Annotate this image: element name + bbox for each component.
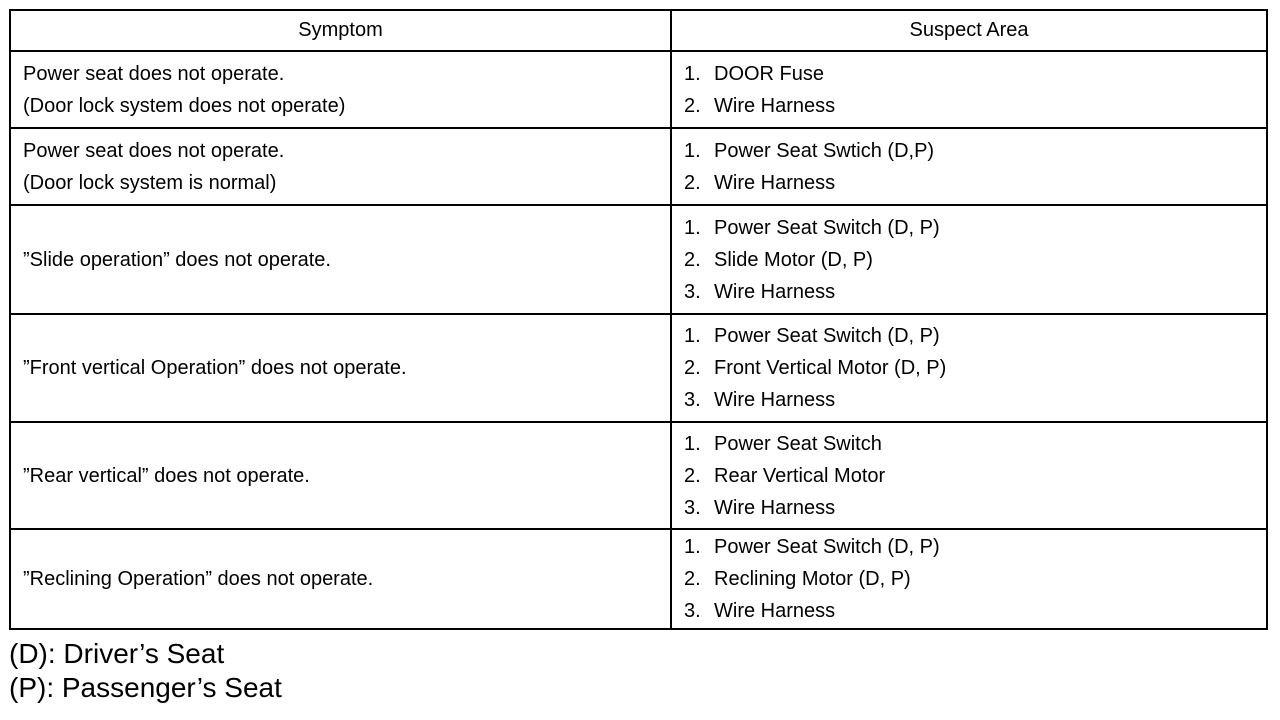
symptom-cell xyxy=(11,129,672,204)
suspect-cell xyxy=(672,530,1266,628)
symptom-line: Power seat does not operate. xyxy=(23,62,285,85)
suspect-number: 2. xyxy=(684,568,701,590)
suspect-item xyxy=(684,167,934,199)
symptom-text xyxy=(23,563,373,595)
table-row xyxy=(11,52,1266,129)
suspect-number: 1. xyxy=(684,536,701,558)
suspect-item xyxy=(684,135,934,167)
table-header-row xyxy=(11,11,1266,52)
table-row xyxy=(11,423,1266,530)
suspect-text: Power Seat Switch xyxy=(714,432,882,455)
suspect-item xyxy=(684,58,835,90)
symptom-cell xyxy=(11,423,672,528)
suspect-item xyxy=(684,320,946,352)
header-suspect-area xyxy=(672,11,1266,50)
suspect-item xyxy=(684,492,885,524)
suspect-number: 2. xyxy=(684,171,701,194)
symptom-text xyxy=(23,352,407,384)
symptom-cell xyxy=(11,52,672,127)
suspect-text: Wire Harness xyxy=(714,389,836,411)
suspect-item xyxy=(684,90,835,122)
symptom-text xyxy=(23,58,345,122)
suspect-number: 2. xyxy=(684,357,701,379)
suspect-number: 3. xyxy=(684,496,701,519)
suspect-cell xyxy=(672,315,1266,421)
suspect-number: 1. xyxy=(684,216,701,239)
suspect-text: DOOR Fuse xyxy=(714,62,825,85)
suspect-item xyxy=(684,531,940,563)
suspect-cell xyxy=(672,129,1266,204)
suspect-number: 1. xyxy=(684,139,701,162)
suspect-text: Power Seat Swtich (D,P) xyxy=(714,139,935,162)
symptom-text xyxy=(23,460,310,492)
suspect-item xyxy=(684,352,946,384)
suspect-text: Wire Harness xyxy=(714,94,836,117)
header-symptom-label: Symptom xyxy=(298,19,383,41)
suspect-text: Power Seat Switch (D, P) xyxy=(714,325,940,347)
symptom-line: ”Front vertical Operation” does not operate. xyxy=(23,357,407,379)
suspect-list xyxy=(684,212,940,308)
suspect-cell xyxy=(672,423,1266,528)
table-row xyxy=(11,315,1266,423)
suspect-list xyxy=(684,428,885,524)
suspect-item xyxy=(684,276,940,308)
suspect-text: Wire Harness xyxy=(714,600,836,622)
suspect-item xyxy=(684,428,885,460)
suspect-item xyxy=(684,244,940,276)
symptom-table xyxy=(9,9,1268,630)
suspect-list xyxy=(684,58,835,122)
suspect-text: Wire Harness xyxy=(714,280,836,303)
suspect-number: 2. xyxy=(684,248,701,271)
suspect-number: 3. xyxy=(684,600,701,622)
table-row xyxy=(11,530,1266,628)
symptom-line: Power seat does not operate. xyxy=(23,139,285,162)
header-symptom xyxy=(11,11,672,50)
suspect-text: Reclining Motor (D, P) xyxy=(714,568,911,590)
suspect-text: Power Seat Switch (D, P) xyxy=(714,536,940,558)
suspect-item xyxy=(684,563,940,595)
suspect-list xyxy=(684,135,934,199)
suspect-number: 2. xyxy=(684,464,701,487)
symptom-line: ”Reclining Operation” does not operate. xyxy=(23,568,374,590)
suspect-text: Slide Motor (D, P) xyxy=(714,248,873,271)
symptom-line: (Door lock system does not operate) xyxy=(23,94,346,117)
suspect-item xyxy=(684,595,940,627)
symptom-line: (Door lock system is normal) xyxy=(23,171,277,194)
symptom-cell xyxy=(11,530,672,628)
suspect-cell xyxy=(672,206,1266,313)
legend-line: (D): Driver’s Seat xyxy=(9,638,225,669)
suspect-text: Rear Vertical Motor xyxy=(714,464,886,487)
suspect-text: Front Vertical Motor (D, P) xyxy=(714,357,947,379)
legend xyxy=(9,637,282,705)
table-row xyxy=(11,206,1266,315)
suspect-item xyxy=(684,212,940,244)
suspect-text: Wire Harness xyxy=(714,171,836,194)
suspect-number: 1. xyxy=(684,62,701,85)
suspect-number: 1. xyxy=(684,325,701,347)
symptom-text xyxy=(23,135,284,199)
suspect-number: 3. xyxy=(684,280,701,303)
legend-line: (P): Passenger’s Seat xyxy=(9,672,282,703)
symptom-cell xyxy=(11,206,672,313)
suspect-text: Power Seat Switch (D, P) xyxy=(714,216,940,239)
suspect-text: Wire Harness xyxy=(714,496,836,519)
table-row xyxy=(11,129,1266,206)
symptom-line: ”Rear vertical” does not operate. xyxy=(23,464,310,487)
suspect-cell xyxy=(672,52,1266,127)
suspect-number: 2. xyxy=(684,94,701,117)
header-suspect-label: Suspect Area xyxy=(909,19,1029,41)
symptom-line: ”Slide operation” does not operate. xyxy=(23,248,331,271)
suspect-list xyxy=(684,531,940,627)
suspect-number: 1. xyxy=(684,432,701,455)
suspect-item xyxy=(684,460,885,492)
suspect-item xyxy=(684,384,946,416)
symptom-cell xyxy=(11,315,672,421)
suspect-number: 3. xyxy=(684,389,701,411)
symptom-text xyxy=(23,244,331,276)
suspect-list xyxy=(684,320,946,416)
